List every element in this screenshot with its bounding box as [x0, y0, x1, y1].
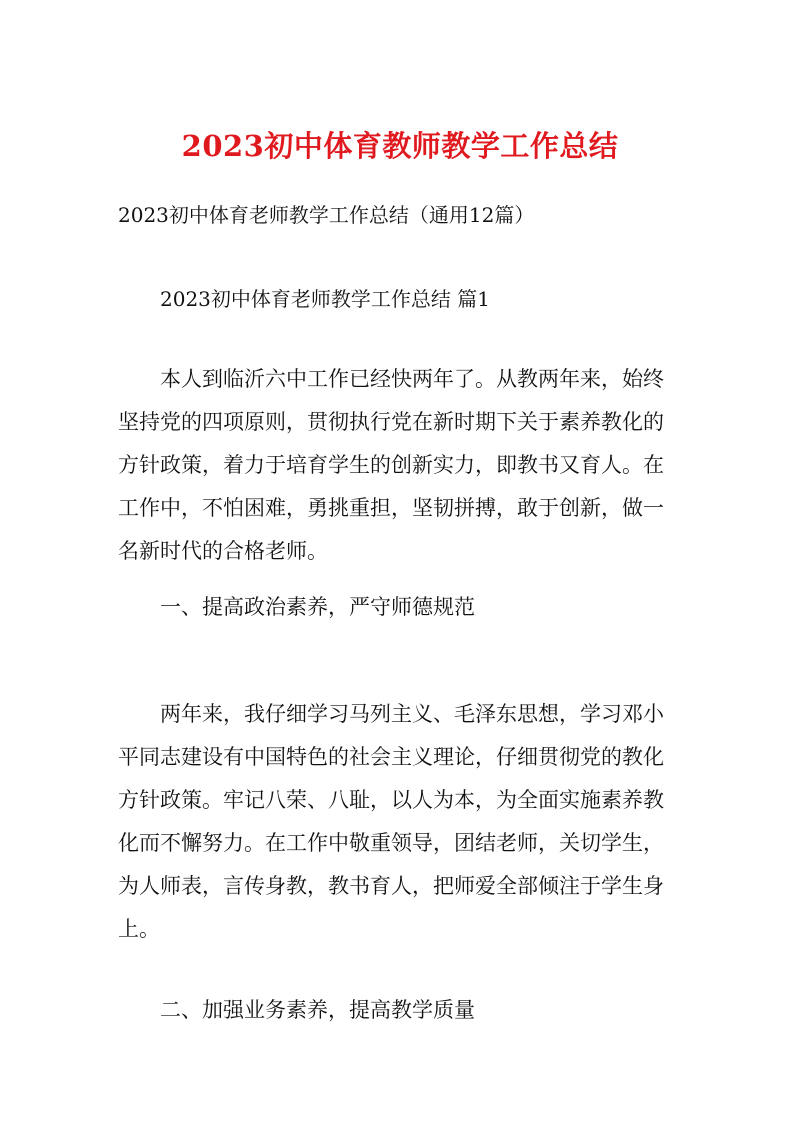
paragraph-line: 方针政策。牢记八荣、八耻，以人为本，为全面实施素养教 — [118, 788, 664, 812]
paragraph-line: 平同志建设有中国特色的社会主义理论，仔细贯彻党的教化 — [118, 745, 664, 769]
paragraph-line: 本人到临沂六中工作已经快两年了。从教两年来，始终 — [160, 367, 664, 391]
paragraph-line: 上。 — [118, 917, 160, 941]
paragraph-politics — [118, 693, 684, 951]
paragraph-intro — [118, 358, 684, 573]
paragraph-line: 坚持党的四项原则，贯彻执行党在新时期下关于素养教化的 — [118, 410, 664, 434]
paragraph-line: 为人师表，言传身教，教书育人，把师爱全部倾注于学生身 — [118, 874, 664, 898]
paragraph-line: 工作中，不怕困难，勇挑重担，坚韧拼搏，敢于创新，做一 — [118, 496, 664, 520]
document-title: 2023初中体育教师教学工作总结 — [181, 129, 619, 163]
paragraph-line: 名新时代的合格老师。 — [118, 539, 328, 563]
paragraph-line: 两年来，我仔细学习马列主义、毛泽东思想，学习邓小 — [160, 702, 664, 726]
heading-business: 二、加强业务素养，提高教学质量 — [160, 998, 475, 1022]
document-subtitle: 2023初中体育老师教学工作总结（通用12篇） — [118, 203, 535, 227]
paragraph-line: 方针政策，着力于培育学生的创新实力，即教书又育人。在 — [118, 453, 664, 477]
paragraph-line: 化而不懈努力。在工作中敬重领导，团结老师，关切学生， — [118, 831, 664, 855]
heading-politics: 一、提高政治素养，严守师德规范 — [160, 595, 475, 619]
section-title: 2023初中体育老师教学工作总结 篇1 — [160, 287, 490, 311]
